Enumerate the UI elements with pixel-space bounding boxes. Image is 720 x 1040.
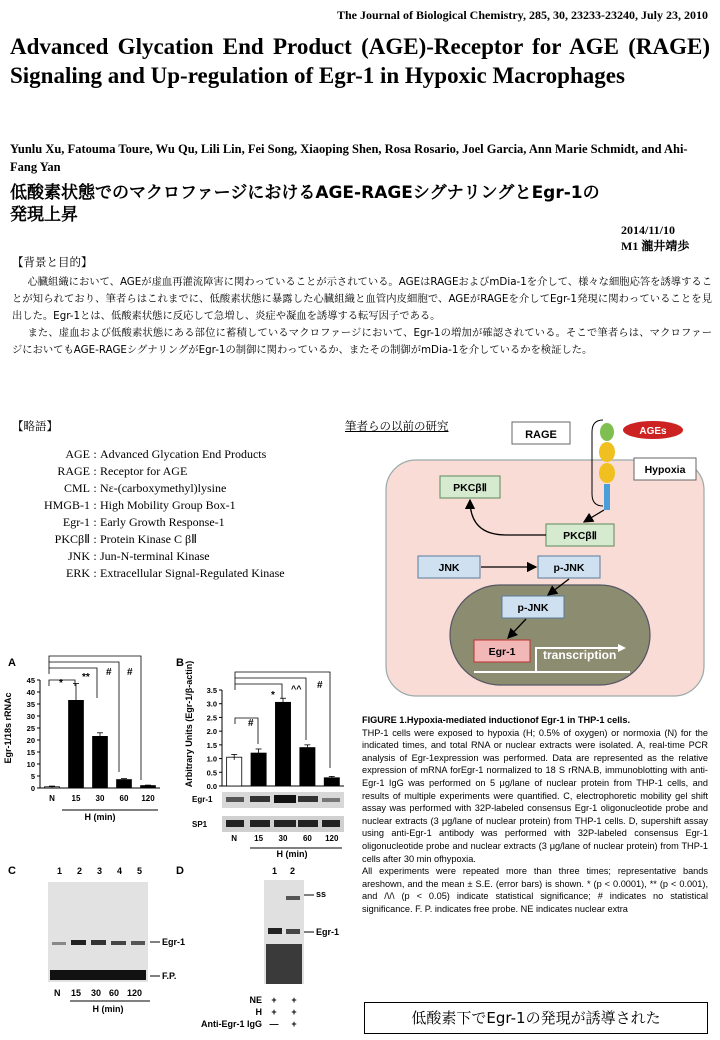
blot-band <box>322 820 340 827</box>
abbr-row <box>20 548 285 565</box>
bar <box>93 736 108 788</box>
y-tick-label: 45 <box>26 676 35 685</box>
y-tick-label: 2.5 <box>206 713 217 723</box>
supershift-value: — <box>269 1019 279 1029</box>
panel-a-xlabel: H (min) <box>84 812 116 822</box>
caption-body-2: All experiments were repeated more than three times; representative bands areshown, and the mean ± S.E. (error bars) is shown. * (p < 0.0001), ** (p < 0.001), and /\/\ (p < 0.05) indicate statistical significance; # indicates no statistical significance. F. P. indicates free probe. NE indicates nuclear extra <box>362 866 708 914</box>
supershift-egr1-label: Egr-1 <box>316 927 340 937</box>
sig-mark: ^^ <box>291 684 302 694</box>
sig-mark: # <box>317 680 323 691</box>
y-tick-label: 2.0 <box>206 727 217 737</box>
blot-band <box>274 820 296 827</box>
emsa-lane: 15 <box>71 988 82 998</box>
abbr-key: JNK <box>67 549 90 563</box>
gel-band <box>111 941 126 945</box>
category-label: N <box>231 834 238 843</box>
caption-title: FIGURE 1.Hypoxia-mediated inductionof Egr-1 in THP-1 cells. <box>362 715 631 725</box>
abbr-row <box>20 446 285 463</box>
lane-number: 2 <box>77 866 83 876</box>
panel-a-bars <box>45 684 156 788</box>
ss-label: ss <box>316 889 327 899</box>
lane-number: 3 <box>97 866 103 876</box>
pjnk-label-2: p-JNK <box>517 602 549 614</box>
abbr-row <box>20 480 285 497</box>
abbr-key: HMGB-1 <box>43 498 90 512</box>
hypoxia-label: Hypoxia <box>644 464 686 476</box>
free-probe-band <box>50 970 146 980</box>
gel-band <box>286 896 300 900</box>
gel-band <box>268 928 282 934</box>
category-label: 30 <box>95 794 105 803</box>
sig-mark: # <box>127 667 133 678</box>
bar <box>275 702 290 786</box>
supershift-row-label: NE <box>249 995 262 1005</box>
blot-egr1-label: Egr-1 <box>192 795 213 804</box>
pjnk-label-1: p-JNK <box>553 562 585 574</box>
pkc-label-2: PKCβⅡ <box>563 530 597 542</box>
bar <box>300 748 315 786</box>
lane-number: 1 <box>57 866 63 876</box>
blot-band <box>226 797 244 802</box>
panel-b-categories <box>231 834 339 843</box>
abbr-key: Egr-1 <box>62 515 90 529</box>
emsa-fp-label: F.P. <box>162 971 177 981</box>
y-tick-label: 15 <box>26 748 35 757</box>
abbr-value: Receptor for AGE <box>100 464 188 478</box>
caption-body: THP-1 cells were exposed to hypoxia (H; 0.5% of oxygen) or normoxia (N) for the indicated times, and total RNA or nuclear extracts were isolated. A, real-time PCR analysis of Egr-1expression was performed. Data are represented as the relative expression of mRNA forEgr-1 normalized to 18 S rRNA.B, immunoblotting with anti-Egr-1 IgG was performed on 5 μg/lane of nuclear protein from THP-1 cells, and results of multiple experiments were quantified. C, electrophoretic mobility gel shift assay was performed with 32P-labeled consensus Egr-1 oligonucleotide probe and nuclear extracts (3 μg/lane of nuclear protein) from THP-1 cells. D, supershift assay using anti-Egr-1 antibody was performed with 32P-labeled consensus Egr-1 oligonucleotide probe and nuclear extracts (3 μg/lane of nuclear protein) from THP-1 cells after 30 min ofhypoxia. <box>362 727 708 864</box>
abbr-colon: : <box>93 566 97 580</box>
panel-a-yticks <box>27 676 40 793</box>
background-heading: 【背景と目的】 <box>12 255 93 269</box>
emsa-lane: 120 <box>127 988 143 998</box>
blot-band <box>250 796 270 802</box>
y-tick-label: 25 <box>26 724 35 733</box>
abbr-row <box>20 565 285 582</box>
jnk-label: JNK <box>438 562 460 574</box>
category-label: 120 <box>325 834 339 843</box>
abbr-key: CML <box>63 481 90 495</box>
supershift-value: + <box>271 995 277 1005</box>
y-tick-label: 35 <box>26 700 35 709</box>
panel-b-yticks <box>207 686 222 791</box>
abbr-value: Early Growth Response-1 <box>100 515 225 529</box>
panel-b-ylabel: Arbitrary Units (Egr-1/β-actin) <box>184 660 194 788</box>
emsa-egr1-label: Egr-1 <box>162 937 186 947</box>
panel-c-label: C <box>8 865 16 877</box>
category-label: 120 <box>141 794 155 803</box>
y-tick-label: 40 <box>26 688 35 697</box>
lane-number: 1 <box>272 866 278 876</box>
category-label: 60 <box>302 834 312 843</box>
y-tick-label: 20 <box>26 736 35 745</box>
supershift-value: + <box>291 1019 297 1029</box>
abbr-key: AGE <box>65 447 90 461</box>
abbr-colon: : <box>93 464 97 478</box>
blot-band <box>322 798 340 802</box>
gel-band <box>131 941 145 945</box>
y-tick-label: 1.5 <box>206 740 217 750</box>
panel-b-bars <box>227 698 340 786</box>
category-label: 15 <box>71 794 81 803</box>
presentation-date: 2014/11/10 <box>621 223 676 237</box>
emsa-lane: 60 <box>109 988 120 998</box>
gel-band <box>52 942 66 945</box>
abbr-colon: : <box>93 549 97 563</box>
blot-band <box>250 820 270 827</box>
y-tick-label: 3.5 <box>206 686 217 695</box>
abbr-key: PKCβⅡ <box>54 532 90 546</box>
pkc-label-1: PKCβⅡ <box>453 482 487 494</box>
gel-lower <box>266 944 302 984</box>
emsa-lane: N <box>54 988 61 998</box>
lane-number: 5 <box>137 866 143 876</box>
blot-band <box>226 820 244 827</box>
supershift-value: + <box>291 1007 297 1017</box>
abbr-colon: : <box>93 481 97 495</box>
previous-study-heading: 筆者らの以前の研究 <box>345 419 449 433</box>
abbr-row <box>20 497 285 514</box>
panel-c-xlabel: H (min) <box>92 1004 124 1014</box>
presentation-info <box>621 222 689 254</box>
y-tick-label: 3.0 <box>206 699 217 709</box>
panel-a-categories <box>49 794 155 803</box>
category-label: 60 <box>119 794 129 803</box>
blot-band <box>274 795 296 803</box>
sig-mark: * <box>271 690 275 701</box>
egr1-label: Egr-1 <box>488 646 516 658</box>
panel-c <box>8 865 185 1014</box>
bar <box>227 757 242 786</box>
category-label: N <box>49 794 55 803</box>
y-tick-label: 0.0 <box>206 782 217 791</box>
abbr-key: RAGE <box>57 464 90 478</box>
abbr-value: Advanced Glycation End Products <box>100 447 267 461</box>
abbr-value: Protein Kinase C βⅡ <box>100 532 198 546</box>
blot-band <box>298 796 318 802</box>
emsa-gel <box>48 882 148 982</box>
panel-d <box>176 865 339 1029</box>
blot-band <box>298 820 318 827</box>
panel-a-label: A <box>8 657 16 669</box>
gel-band <box>286 929 300 934</box>
conclusion-box: 低酸素下でEgr-1の発現が誘導された <box>364 1002 708 1034</box>
abbr-row <box>20 514 285 531</box>
ages-label: AGEs <box>639 426 667 437</box>
lane-number: 4 <box>117 866 123 876</box>
supershift-value: + <box>291 995 297 1005</box>
bar <box>251 753 266 786</box>
sig-bracket <box>235 684 282 698</box>
gel-band <box>91 940 106 945</box>
y-tick-label: 0 <box>30 784 35 793</box>
y-tick-label: 1.0 <box>206 754 217 764</box>
abbreviation-heading: 【略語】 <box>12 419 58 433</box>
abbr-colon: : <box>93 532 97 546</box>
sig-mark: ** <box>82 672 90 683</box>
gel-band <box>71 940 86 945</box>
figure-panels <box>0 652 360 1040</box>
sig-mark: # <box>106 667 112 678</box>
paper-title: Advanced Glycation End Product (AGE)-Receptor for AGE (RAGE) Signaling and Up-regulation of Egr-1 in Hypoxic Macrophages <box>10 34 710 88</box>
sig-bracket <box>235 718 258 744</box>
sig-bracket <box>49 668 97 698</box>
abbr-row <box>20 463 285 480</box>
presenter-name: M1 瀧井靖歩 <box>621 239 690 253</box>
emsa-lane: 30 <box>91 988 102 998</box>
japanese-title <box>10 182 715 226</box>
journal-citation: The Journal of Biological Chemistry, 285, 30, 23233-23240, July 23, 2010 <box>336 8 708 22</box>
abbr-row <box>20 531 285 548</box>
panel-a <box>3 656 160 822</box>
rage-label: RAGE <box>525 429 557 441</box>
japanese-title-line1: 低酸素状態でのマクロファージにおけるAGE-RAGEシグナリングとEgr-1の <box>10 183 600 203</box>
category-label: 15 <box>254 834 264 843</box>
lane-number: 2 <box>290 866 296 876</box>
y-tick-label: 0.5 <box>206 768 217 778</box>
supershift-row-label: Anti-Egr-1 IgG <box>201 1019 262 1029</box>
supershift-row-label: H <box>255 1007 262 1017</box>
sig-mark: * <box>59 678 63 689</box>
panel-b <box>176 657 344 859</box>
y-tick-label: 10 <box>26 760 35 769</box>
japanese-title-line2: 発現上昇 <box>10 205 78 225</box>
panel-b-label: B <box>176 657 184 669</box>
supershift-value: + <box>271 1007 277 1017</box>
transcription-label: transcription <box>543 648 617 662</box>
category-label: 30 <box>278 834 288 843</box>
signaling-diagram <box>378 410 713 702</box>
abbr-value: Extracellular Signal-Regulated Kinase <box>100 566 285 580</box>
abbr-value: Nε-(carboxymethyl)lysine <box>100 481 227 495</box>
abbr-value: High Mobility Group Box-1 <box>100 498 236 512</box>
bar <box>117 780 132 788</box>
y-tick-label: 5 <box>30 772 35 781</box>
figure-caption <box>362 714 708 916</box>
sig-mark: # <box>248 718 254 729</box>
abbr-colon: : <box>93 498 97 512</box>
abbr-colon: : <box>93 515 97 529</box>
abbr-colon: : <box>93 447 97 461</box>
abbreviation-list <box>20 446 285 582</box>
panel-d-label: D <box>176 865 184 877</box>
author-list: Yunlu Xu, Fatouma Toure, Wu Qu, Lili Lin, Fei Song, Xiaoping Shen, Rosa Rosario, Joel Garcia, Ann Marie Schmidt, and Ahi-Fang Yan <box>10 142 688 174</box>
background-paragraph-2: また、虚血および低酸素状態にある部位に蓄積しているマクロファージにおいて、Egr-1の増加が確認されている。そこで筆者らは、マクロファージにおいてもAGE-RAGEシグナリングがEgr-1の制御に関わっているか、またその制御がmDia-1を介しているかを検証した。 <box>12 327 712 356</box>
background-paragraph-1: 心臓組織において、AGEが虚血再灌流障害に関わっていることが示されている。AGEはRAGEおよびmDia-1を介して、様々な細胞応答を誘導することが知られており、筆者らはこれまでに、低酸素状態に暴露した心臓組織と血管内皮細胞で、AGEがRAGEを介してEgr-1発現に関わっていることを見出した。Egr-1とは、低酸素状態に反応して急増し、炎症や凝血を誘導する転写因子である。 <box>12 276 712 322</box>
background-text <box>12 274 712 359</box>
panel-b-xlabel: H (min) <box>276 849 308 859</box>
panel-a-ylabel: Egr-1/18s rRNAc <box>3 692 13 764</box>
blot-sp1-label: SP1 <box>192 820 208 829</box>
abbr-key: ERK <box>66 566 90 580</box>
abbr-value: Jun-N-terminal Kinase <box>100 549 210 563</box>
y-tick-label: 30 <box>26 712 35 721</box>
